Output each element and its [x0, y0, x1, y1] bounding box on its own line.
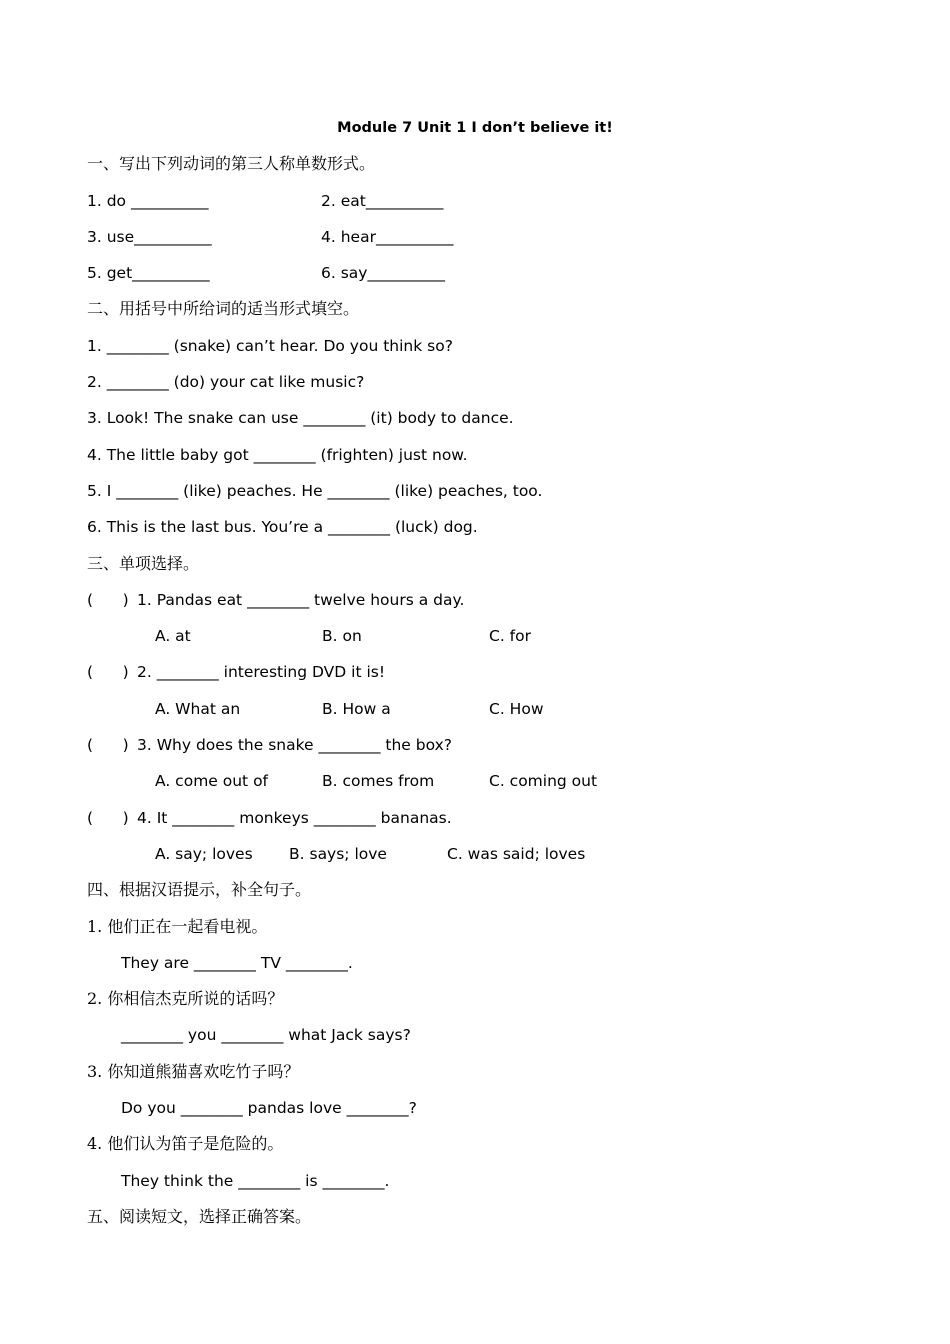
part1-item: 2. eat__________	[321, 191, 444, 210]
question-stem: 4. It ________ monkeys ________ bananas.	[137, 808, 452, 827]
option-b: B. says; love	[289, 844, 387, 863]
part1-heading: 一、写出下列动词的第三人称单数形式。	[87, 154, 376, 174]
question-stem: 3. Why does the snake ________ the box?	[137, 736, 453, 755]
part1-item: 5. get__________	[87, 264, 210, 283]
option-a: A. What an	[155, 699, 241, 718]
answer-bracket: ( )	[87, 663, 129, 682]
part4-prompt: 3. 你知道熊猫喜欢吃竹子吗？	[87, 1061, 300, 1081]
question-stem: 2. ________ interesting DVD it is!	[137, 663, 386, 682]
option-b: B. on	[322, 627, 362, 646]
part2-heading: 二、用括号中所给词的适当形式填空。	[87, 299, 360, 319]
part3-question	[87, 800, 907, 836]
part5-heading: 五、阅读短文，选择正确答案。	[87, 1206, 312, 1226]
option-c: C. coming out	[489, 772, 598, 791]
part1-row	[87, 219, 907, 255]
part1-item: 1. do __________	[87, 191, 209, 210]
answer-bracket: ( )	[87, 590, 129, 609]
part1-item: 4. hear__________	[321, 227, 454, 246]
part4-prompt: 4. 他们认为笛子是危险的。	[87, 1134, 284, 1154]
part1-item: 6. say__________	[321, 264, 445, 283]
part2-item: 6. This is the last bus. You’re a ________ (luck) dog.	[87, 518, 478, 537]
option-b: B. comes from	[322, 772, 435, 791]
part2-item: 4. The little baby got ________ (frighten) just now.	[87, 445, 468, 464]
option-a: A. say; loves	[155, 844, 253, 863]
part4-prompt: 1. 他们正在一起看电视。	[87, 916, 268, 936]
part1-row	[87, 255, 907, 291]
part3-heading: 三、单项选择。	[87, 553, 200, 573]
answer-bracket: ( )	[87, 808, 129, 827]
part4-heading: 四、根据汉语提示，补全句子。	[87, 880, 312, 900]
page-title: Module 7 Unit 1 I don’t believe it!	[337, 120, 613, 136]
option-c: C. for	[489, 627, 531, 646]
part4-sentence: They think the ________ is ________.	[121, 1171, 390, 1190]
part2-item: 2. ________ (do) your cat like music?	[87, 373, 365, 392]
option-c: C. was said; loves	[447, 844, 586, 863]
part4-prompt: 2. 你相信杰克所说的话吗？	[87, 989, 284, 1009]
part4-sentence: ________ you ________ what Jack says?	[121, 1026, 411, 1045]
part3-options	[87, 691, 907, 727]
option-a: A. at	[155, 627, 191, 646]
part2-item: 5. I ________ (like) peaches. He ________ (like) peaches, too.	[87, 481, 543, 500]
answer-bracket: ( )	[87, 736, 129, 755]
part1-item: 3. use__________	[87, 227, 212, 246]
option-a: A. come out of	[155, 772, 269, 791]
worksheet-content	[87, 110, 907, 1235]
part3-question	[87, 654, 907, 690]
part3-question	[87, 727, 907, 763]
part4-sentence: They are ________ TV ________.	[121, 953, 353, 972]
part3-options	[87, 836, 907, 872]
part3-options	[87, 618, 907, 654]
part3-options	[87, 763, 907, 799]
question-stem: 1. Pandas eat ________ twelve hours a day.	[137, 590, 465, 609]
part1-row	[87, 183, 907, 219]
part2-item: 3. Look! The snake can use ________ (it) body to dance.	[87, 409, 514, 428]
part2-item: 1. ________ (snake) can’t hear. Do you think so?	[87, 336, 453, 355]
option-b: B. How a	[322, 699, 391, 718]
option-c: C. How	[489, 699, 544, 718]
part3-question	[87, 582, 907, 618]
part4-sentence: Do you ________ pandas love ________?	[121, 1099, 417, 1118]
